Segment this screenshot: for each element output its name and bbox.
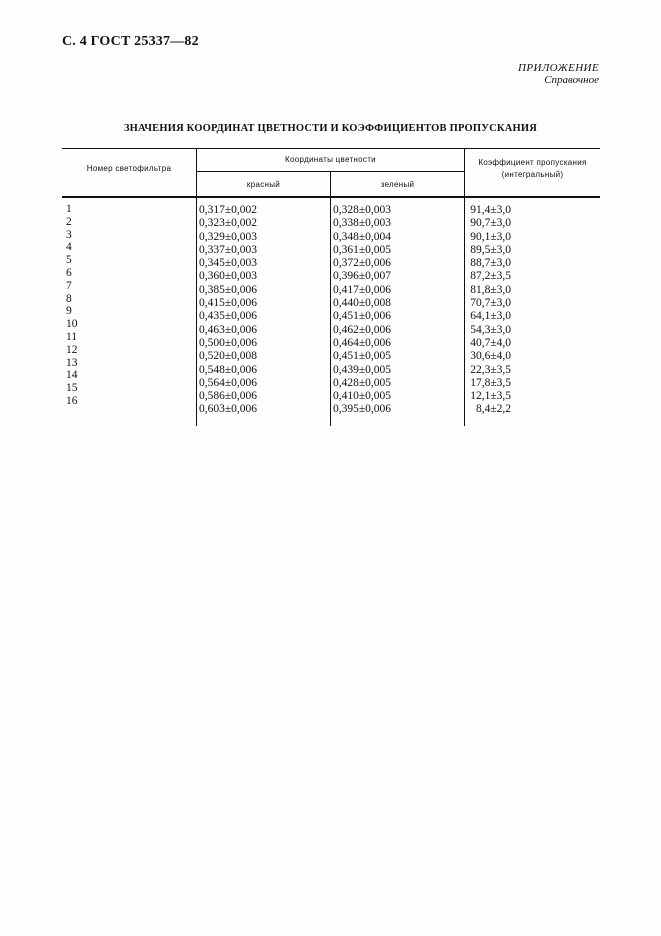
- green-coordinate-cell: 0,462±0,006: [333, 323, 392, 336]
- transmission-cell: 88,7±3,0: [470, 257, 511, 270]
- red-coordinate-cell: 0,548±0,006: [199, 363, 258, 376]
- red-coordinate-cell: 0,603±0,006: [199, 403, 258, 416]
- transmission-column: [467, 204, 547, 417]
- filter-number-cell: 12: [66, 343, 78, 356]
- transmission-cell: 17,8±3,5: [470, 376, 511, 389]
- transmission-cell: 8,4±2,2: [475, 403, 511, 416]
- header-filter-number: Номер светофильтра: [86, 164, 172, 173]
- transmission-cell: 54,3±3,0: [470, 323, 511, 336]
- column-divider-3: [464, 148, 465, 426]
- header-chromaticity: Координаты цветности: [285, 155, 376, 164]
- green-coordinate-cell: 0,361±0,005: [333, 243, 392, 256]
- transmission-cell: 40,7±4,0: [470, 336, 511, 349]
- transmission-cell: 90,1±3,0: [470, 230, 511, 243]
- transmission-cell: 81,8±3,0: [470, 283, 511, 296]
- transmission-cell: 70,7±3,0: [470, 297, 511, 310]
- table-title: ЗНАЧЕНИЯ КООРДИНАТ ЦВЕТНОСТИ И КОЭФФИЦИЕНТОВ ПРОПУСКАНИЯ: [123, 123, 538, 134]
- filter-number-cell: 7: [66, 279, 72, 292]
- green-coordinate-cell: 0,338±0,003: [333, 217, 392, 230]
- filter-number-cell: 6: [66, 266, 72, 279]
- filter-number-cell: 16: [66, 394, 78, 407]
- transmission-cell: 64,1±3,0: [470, 310, 511, 323]
- green-coordinate-cell: 0,395±0,006: [333, 403, 392, 416]
- green-coordinate-cell: 0,439±0,005: [333, 363, 392, 376]
- green-coordinate-column: [333, 204, 463, 417]
- green-coordinate-cell: 0,417±0,006: [333, 283, 392, 296]
- transmission-cell: 22,3±3,5: [470, 363, 511, 376]
- header-transmission-line1: Коэффициент пропускания: [478, 158, 587, 167]
- transmission-cell: 89,5±3,0: [470, 243, 511, 256]
- red-coordinate-cell: 0,385±0,006: [199, 283, 258, 296]
- header-bottom-rule: [62, 196, 600, 198]
- appendix-label-block: [518, 62, 599, 86]
- red-coordinate-cell: 0,323±0,002: [199, 217, 258, 230]
- filter-number-cell: 10: [66, 318, 78, 331]
- red-coordinate-cell: 0,317±0,002: [199, 204, 258, 216]
- filter-number-cell: 9: [66, 305, 72, 318]
- column-divider-2: [330, 171, 331, 426]
- red-coordinate-cell: 0,345±0,003: [199, 257, 258, 270]
- green-coordinate-cell: 0,451±0,006: [333, 310, 392, 323]
- green-coordinate-cell: 0,428±0,005: [333, 376, 392, 389]
- green-coordinate-cell: 0,440±0,008: [333, 297, 392, 310]
- header-transmission: [465, 157, 600, 181]
- appendix-label: ПРИЛОЖЕНИЕ: [518, 62, 599, 74]
- filter-number-cell: 8: [66, 292, 72, 305]
- header-green: зеленый: [380, 180, 415, 189]
- red-coordinate-cell: 0,500±0,006: [199, 336, 258, 349]
- red-coordinate-cell: 0,463±0,006: [199, 323, 258, 336]
- transmission-cell: 87,2±3,5: [470, 270, 511, 283]
- filter-number-cell: 15: [66, 382, 78, 395]
- red-coordinate-cell: 0,337±0,003: [199, 243, 258, 256]
- green-coordinate-cell: 0,328±0,003: [333, 204, 392, 216]
- red-coordinate-cell: 0,360±0,003: [199, 270, 258, 283]
- transmission-cell: 91,4±3,0: [470, 204, 511, 216]
- filter-number-cell: 3: [66, 228, 72, 241]
- transmission-cell: 30,6±4,0: [470, 350, 511, 363]
- header-red: красный: [246, 180, 281, 189]
- filter-number-cell: 13: [66, 356, 78, 369]
- header-transmission-line2: (интегральный): [501, 170, 564, 179]
- green-coordinate-cell: 0,348±0,004: [333, 230, 392, 243]
- appendix-sublabel: Справочное: [544, 74, 599, 86]
- red-coordinate-cell: 0,415±0,006: [199, 297, 258, 310]
- filter-number-cell: 11: [66, 330, 78, 343]
- red-coordinate-cell: 0,520±0,008: [199, 350, 258, 363]
- green-coordinate-cell: 0,410±0,005: [333, 390, 392, 403]
- green-coordinate-cell: 0,464±0,006: [333, 336, 392, 349]
- header-subrule: [197, 171, 465, 172]
- filter-number-column: [66, 203, 106, 408]
- table-top-rule: [62, 148, 600, 149]
- red-coordinate-cell: 0,586±0,006: [199, 390, 258, 403]
- filter-number-cell: 2: [66, 215, 72, 228]
- filter-number-cell: 5: [66, 254, 72, 267]
- filter-number-cell: 14: [66, 369, 78, 382]
- red-coordinate-cell: 0,329±0,003: [199, 230, 258, 243]
- red-coordinate-column: [199, 204, 329, 417]
- transmission-cell: 12,1±3,5: [470, 390, 511, 403]
- green-coordinate-cell: 0,372±0,006: [333, 257, 392, 270]
- red-coordinate-cell: 0,564±0,006: [199, 376, 258, 389]
- red-coordinate-cell: 0,435±0,006: [199, 310, 258, 323]
- page-header: С. 4 ГОСТ 25337—82: [62, 34, 199, 49]
- green-coordinate-cell: 0,451±0,005: [333, 350, 392, 363]
- transmission-cell: 90,7±3,0: [470, 217, 511, 230]
- filter-number-cell: 1: [66, 203, 72, 215]
- green-coordinate-cell: 0,396±0,007: [333, 270, 392, 283]
- filter-number-cell: 4: [66, 241, 72, 254]
